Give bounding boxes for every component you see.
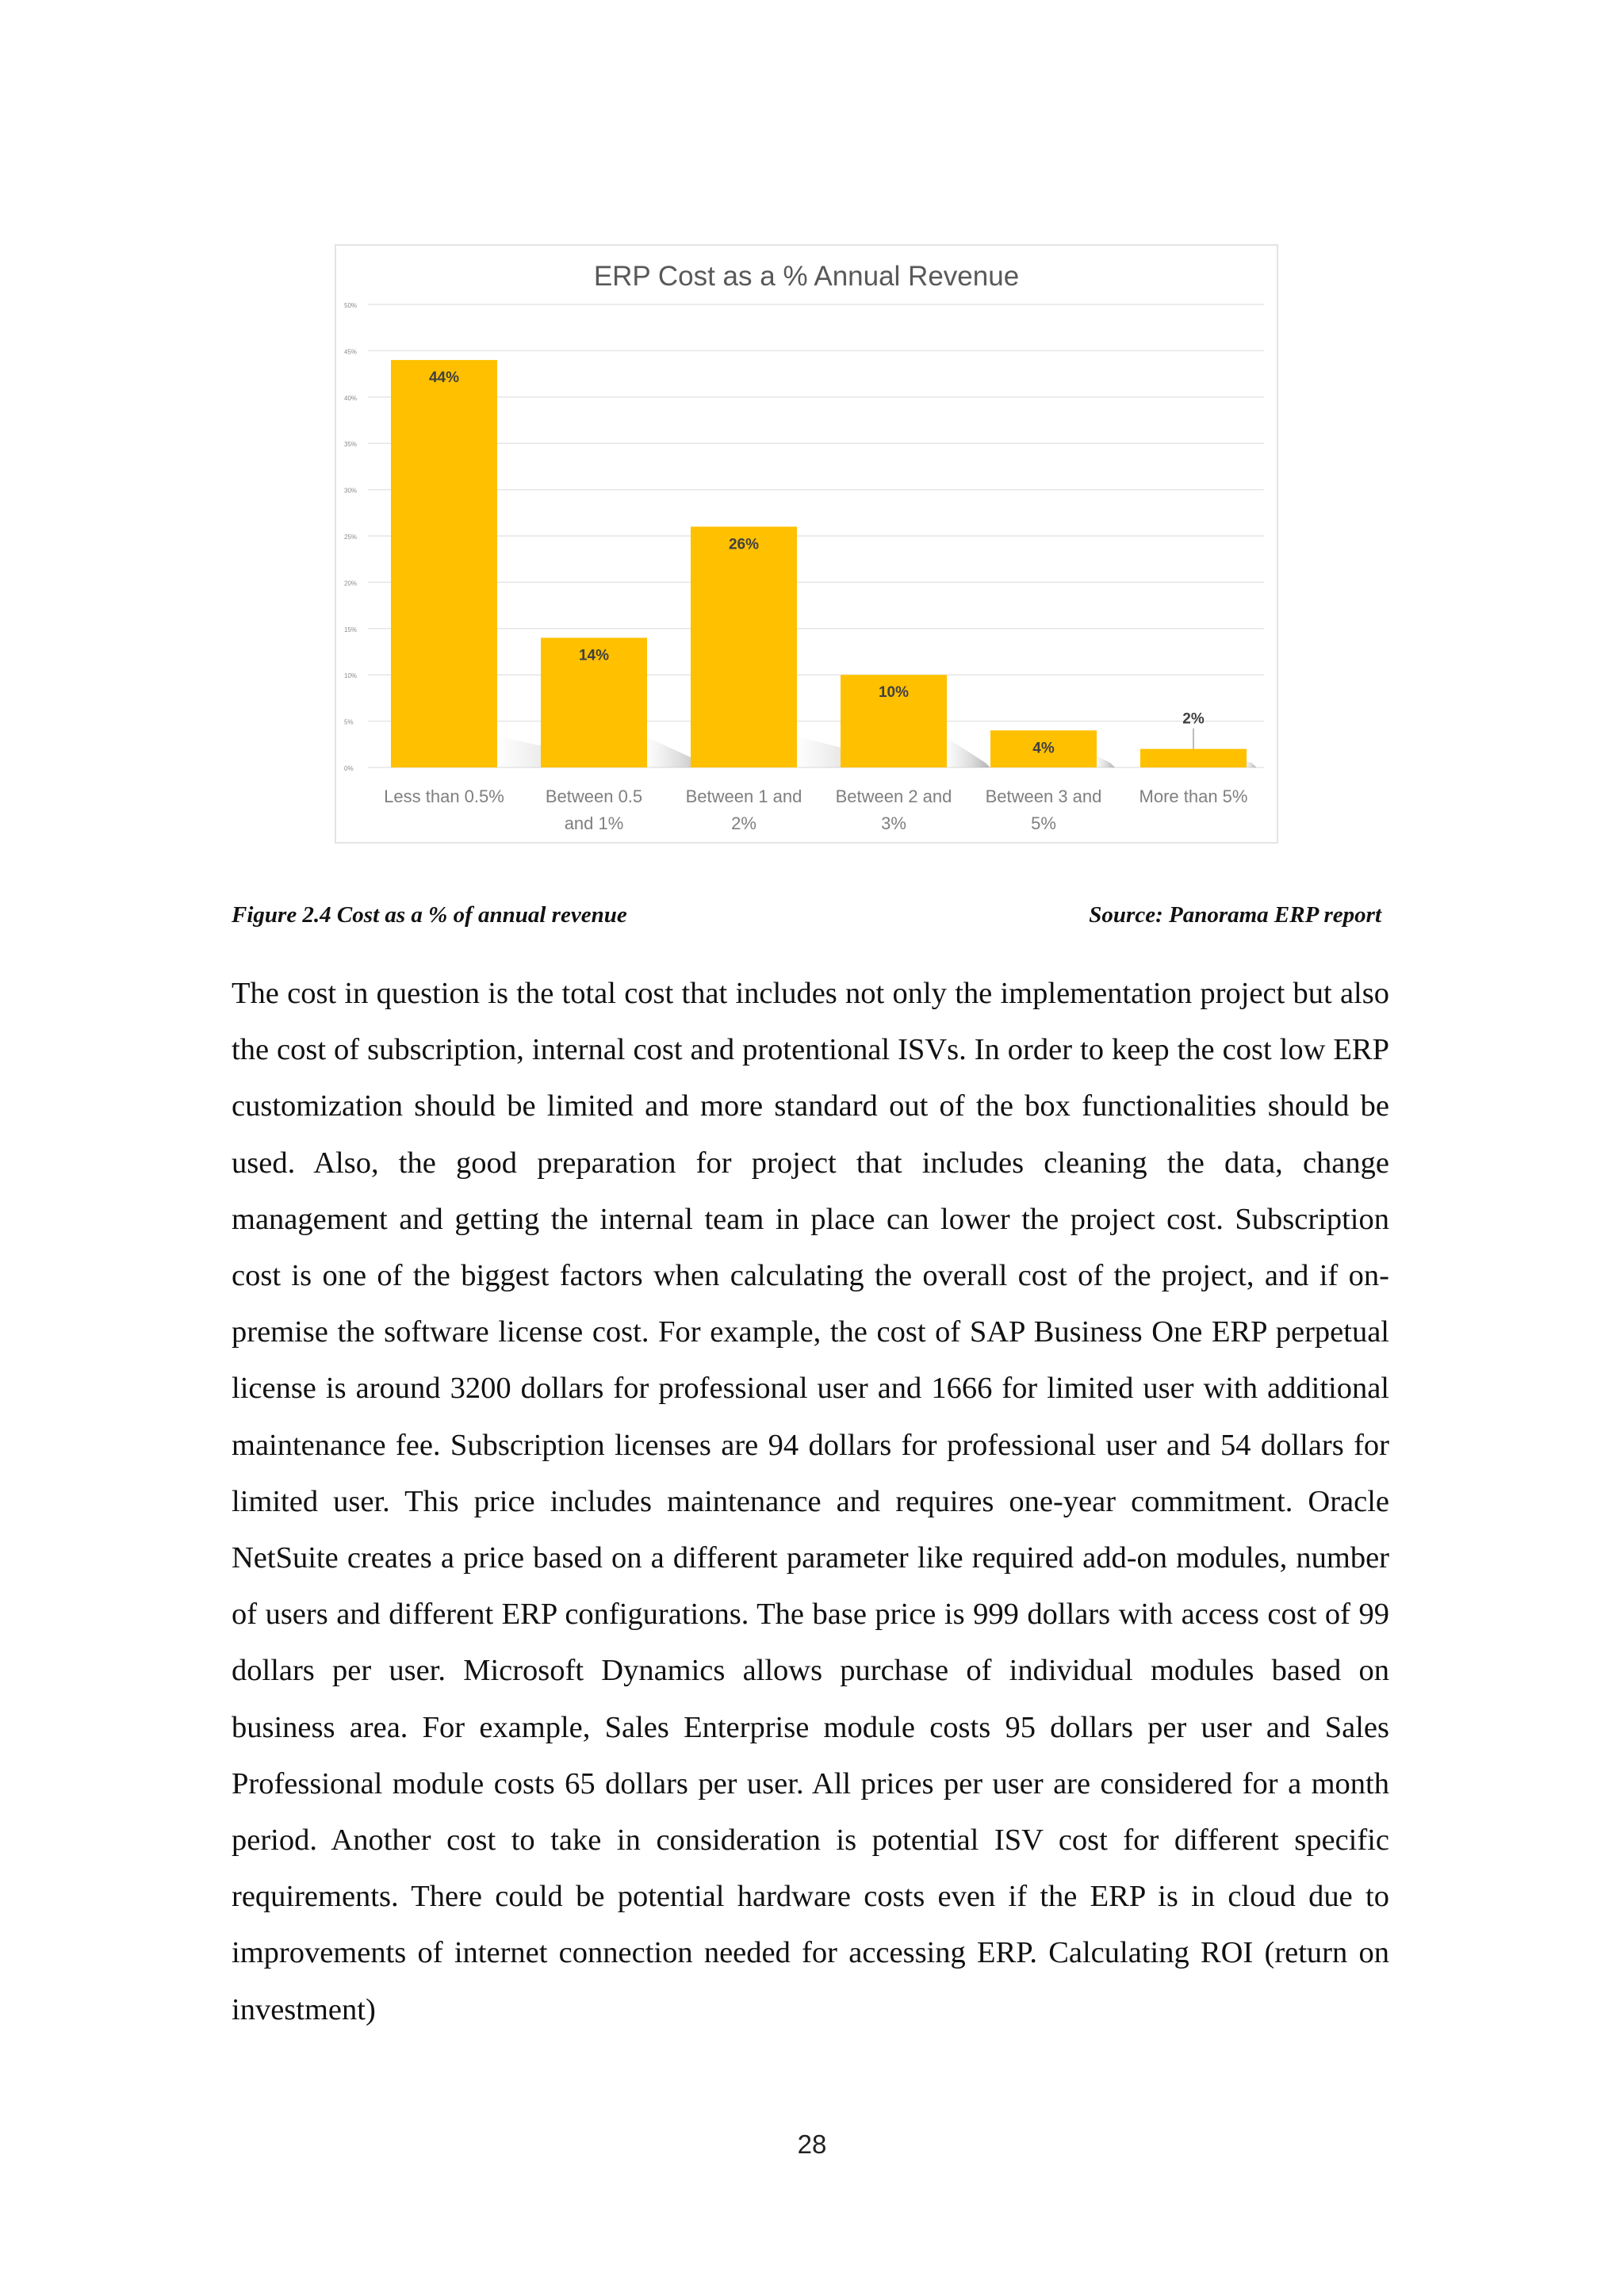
data-label: 10% [878, 684, 910, 702]
x-tick-label: Between 2 and [835, 786, 952, 806]
x-tick-label: Less than 0.5% [384, 786, 504, 806]
data-label: 14% [578, 647, 610, 664]
data-label: 26% [728, 536, 760, 553]
y-tick-label: 10% [344, 672, 358, 680]
figure-source: Source: Panorama ERP report [1089, 902, 1381, 928]
figure-caption: Figure 2.4 Cost as a % of annual revenue [232, 902, 627, 928]
x-tick-label: Between 3 and [985, 786, 1102, 806]
x-tick-label: 3% [881, 813, 906, 833]
bar-chart [336, 246, 1277, 842]
y-tick-label: 20% [344, 580, 358, 587]
bar [1140, 749, 1247, 767]
chart-title: ERP Cost as a % Annual Revenue [593, 261, 1020, 292]
bar [691, 526, 797, 767]
bar [391, 360, 497, 767]
bar-shadow [1094, 755, 1115, 767]
y-tick-label: 40% [344, 394, 358, 402]
y-tick-label: 25% [344, 534, 358, 541]
x-tick-label: 5% [1031, 813, 1056, 833]
bar-shadow [944, 736, 990, 767]
y-tick-label: 5% [344, 718, 354, 726]
page-number: 28 [797, 2130, 827, 2159]
y-tick-label: 35% [344, 441, 358, 449]
data-label: 2% [1182, 710, 1205, 728]
y-tick-label: 15% [344, 626, 358, 633]
x-tick-label: Between 0.5 [545, 786, 643, 806]
figure-caption-row [232, 902, 1381, 934]
y-tick-label: 50% [344, 302, 358, 309]
x-tick-label: Between 1 and [685, 786, 802, 806]
body-paragraph: The cost in question is the total cost that includes not only the implementation project but also the cost of subscription, internal cost and protentional ISVs. In order to keep the cost low ERP customization should be limited and more standard out of the box functionalities should be used. Also, the good preparation for project that includes cleaning the data, change management and getting the internal team in place can lower the project cost. Subscription cost is one of the biggest factors when calculating the overall cost of the project, and if on-premise the software license cost. For example, the cost of SAP Business One ERP perpetual license is around 3200 dollars for professional user and 1666 for limited user with additional maintenance fee. Subscription licenses are 94 dollars for professional user and 54 dollars for limited user. This price includes maintenance and requires one-year commitment. Oracle NetSuite creates a price based on a different parameter like required add-on modules, number of users and different ERP configurations. The base price is 999 dollars with access cost of 99 dollars per user. Microsoft Dynamics allows purchase of individual modules based on business area. For example, Sales Enterprise module costs 95 dollars per user and Sales Professional module costs 65 dollars per user. All prices per user are considered for a month period. Another cost to take in consideration is potential ISV cost for different specific requirements. There could be potential hardware costs even if the ERP is in cloud due to improvements of internet connection needed for accessing ERP. Calculating ROI (return on investment) [232, 977, 1389, 2026]
data-label: 44% [428, 369, 460, 387]
figure-chart [335, 244, 1278, 844]
x-tick-label: 2% [731, 813, 756, 833]
y-tick-label: 0% [344, 765, 354, 772]
x-tick-label: More than 5% [1139, 786, 1248, 806]
data-label: 4% [1032, 740, 1055, 757]
y-tick-label: 45% [344, 348, 358, 356]
y-tick-label: 30% [344, 487, 358, 495]
x-tick-label: and 1% [564, 813, 624, 833]
